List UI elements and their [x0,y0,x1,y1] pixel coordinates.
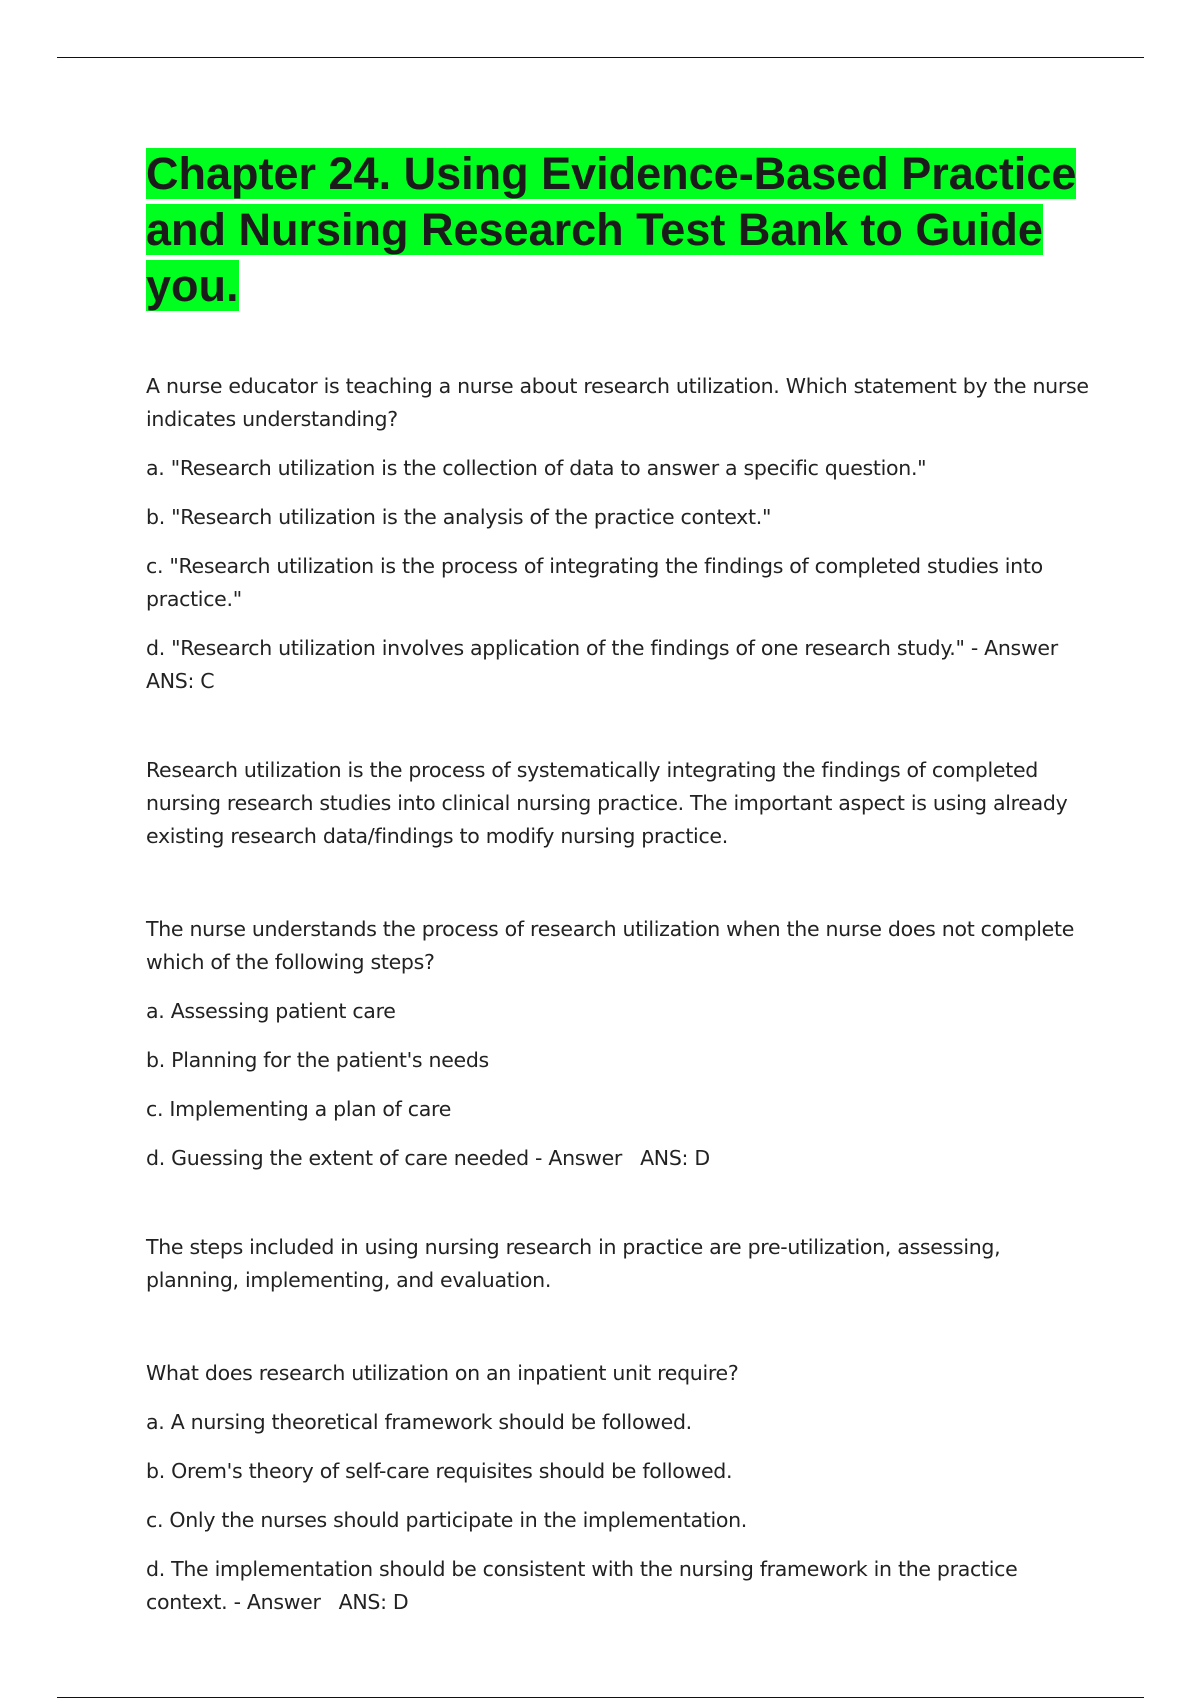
option-b: b. "Research utilization is the analysis of the practice context." [146,505,772,529]
option-d-text: d. Guessing the extent of care needed - Answer [146,1146,623,1170]
question-2 [146,913,1096,1297]
option-d [146,1553,1096,1619]
option-d-text: d. "Research utilization involves application of the findings of one research study." - Answer [146,636,1058,660]
answer-key: ANS: D [640,1146,710,1170]
question-stem: What does research utilization on an inpatient unit require? [146,1361,739,1385]
bottom-rule [57,1697,1144,1698]
answer-key: ANS: C [146,669,215,693]
option-c: c. "Research utilization is the process of integrating the findings of completed studies into practice." [146,554,1043,611]
document-body [146,146,1096,1635]
option-a: a. "Research utilization is the collection of data to answer a specific question." [146,456,927,480]
top-rule [57,57,1144,58]
question-stem: The nurse understands the process of research utilization when the nurse does not complete which of the following steps? [146,917,1075,974]
option-c: c. Implementing a plan of care [146,1097,452,1121]
question-stem: A nurse educator is teaching a nurse about research utilization. Which statement by the nurse indicates understanding? [146,374,1089,431]
option-b: b. Planning for the patient's needs [146,1048,489,1072]
option-c: c. Only the nurses should participate in the implementation. [146,1508,748,1532]
question-3 [146,1357,1096,1619]
document-title: Chapter 24. Using Evidence-Based Practice and Nursing Research Test Bank to Guide you. [146,148,1077,311]
rationale: Research utilization is the process of systematically integrating the findings of completed nursing research studies into clinical nursing practice. The important aspect is using already existing research data/findings to modify nursing practice. [146,758,1068,848]
option-d [146,632,1096,698]
question-1 [146,370,1096,853]
answer-key: ANS: D [338,1590,409,1614]
option-d-text: d. The implementation should be consistent with the nursing framework in the practice context. - Answer [146,1557,1018,1614]
option-a: a. Assessing patient care [146,999,396,1023]
rationale: The steps included in using nursing research in practice are pre-utilization, assessing, planning, implementing, and evaluation. [146,1235,1001,1292]
option-d [146,1142,1096,1175]
option-b: b. Orem's theory of self-care requisites should be followed. [146,1459,733,1483]
option-a: a. A nursing theoretical framework should be followed. [146,1410,692,1434]
